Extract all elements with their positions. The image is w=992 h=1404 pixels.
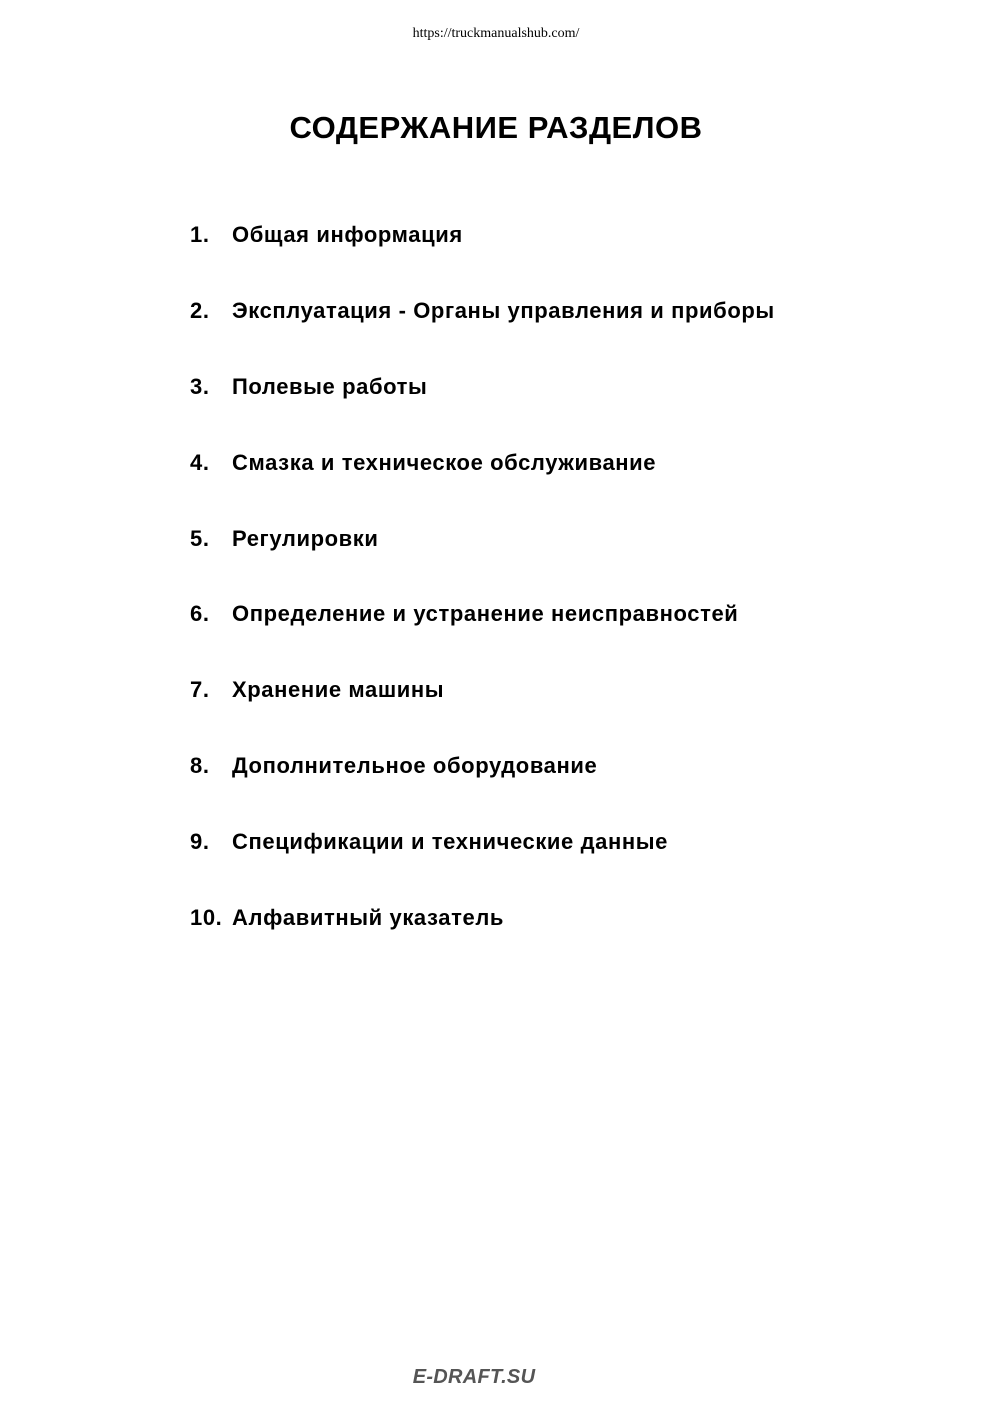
header-url: https://truckmanualshub.com/: [412, 26, 580, 41]
toc-item-number: 8.: [190, 753, 210, 779]
footer-watermark: E-DRAFT.SU: [412, 1366, 536, 1388]
toc-item-label: Общая информация: [232, 222, 463, 247]
toc-item-7: [190, 677, 890, 753]
toc-item-3: [190, 374, 890, 450]
toc-item-label: Хранение машины: [232, 677, 445, 703]
toc-item-number: 5.: [190, 525, 210, 551]
toc-item-number: 6.: [190, 601, 210, 627]
toc-item-number: 7.: [190, 677, 210, 703]
toc-item-label: Спецификации и технические данные: [232, 829, 669, 855]
toc-item-number: 3.: [190, 373, 210, 399]
toc-item-8: [190, 753, 890, 829]
toc-item-9: [190, 829, 890, 905]
toc-item-6: [190, 601, 890, 677]
toc-item-number: 4.: [190, 449, 210, 475]
toc-item-label: Смазка и техническое обслуживание: [232, 449, 657, 475]
toc-item-10: [190, 905, 890, 981]
toc-item-number: 1.: [190, 222, 210, 247]
toc-item-2: [190, 298, 890, 374]
toc-item-label: Определение и устранение неисправностей: [232, 601, 739, 627]
toc-item-number: 9.: [190, 829, 210, 855]
toc-item-label: Дополнительное оборудование: [232, 753, 598, 779]
toc-item-label: Эксплуатация - Органы управления и приборы: [232, 297, 775, 323]
toc-item-1: [190, 222, 890, 298]
page-title: СОДЕРЖАНИЕ РАЗДЕЛОВ: [289, 110, 703, 145]
table-of-contents: [190, 222, 890, 981]
toc-item-label: Алфавитный указатель: [232, 905, 505, 931]
toc-item-number: 2.: [190, 297, 210, 323]
toc-item-label: Полевые работы: [232, 373, 428, 399]
toc-item-number: 10.: [190, 905, 223, 931]
toc-item-label: Регулировки: [232, 525, 379, 551]
toc-item-5: [190, 526, 890, 602]
toc-item-4: [190, 450, 890, 526]
